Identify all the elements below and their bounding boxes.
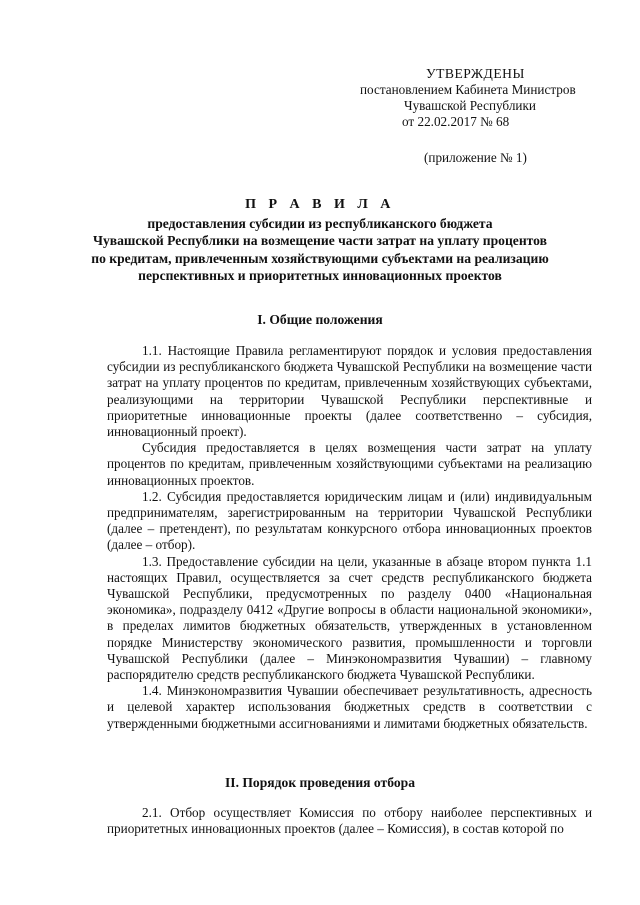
approval-stamp xyxy=(360,66,610,166)
document-title xyxy=(0,196,640,285)
section-2-body xyxy=(107,805,592,837)
approval-line-2: Чувашской Республики xyxy=(404,98,536,113)
document-title-line-3: по кредитам, привлеченным хозяйствующими субъектами на реализацию xyxy=(91,250,549,266)
paragraph-1-4: 1.4. Минэкономразвития Чувашии обеспечивает результативность, адресность и целевой характер использования бюджетных средств в соответствии с утвержденными бюджетными ассигнованиями и лимитами бюджетных обязательств. xyxy=(107,683,592,731)
document-title-line-2: Чувашской Республики на возмещение части затрат на уплату процентов xyxy=(93,233,547,248)
section-1-body xyxy=(107,343,592,732)
approval-title: УТВЕРЖДЕНЫ xyxy=(426,66,525,81)
paragraph-1-1-b: Субсидия предоставляется в целях возмещения части затрат на уплату процентов по кредитам, привлеченным хозяйствующими субъектами на реализацию инновационных проектов. xyxy=(107,440,592,488)
paragraph-1-3: 1.3. Предоставление субсидии на цели, указанные в абзаце втором пункта 1.1 настоящих Правил, осуществляется за счет средств республиканского бюджета Чувашской Республики, предусмотренных по разделу 0400 «Национальная экономика», подразделу 0412 «Другие вопросы в области национальной экономики», в пределах лимитов бюджетных обязательств, утвержденных в установленном порядке Министерству экономического развития, промышленности и торговли Чувашской Республики (далее – Минэкономразвития Чувашии) – главному распорядителю средств республиканского бюджета Чувашской Республики. xyxy=(107,553,592,683)
document-title-line-1: предоставления субсидии из республиканского бюджета xyxy=(147,215,493,231)
document-title-main: П Р А В И Л А xyxy=(245,197,395,212)
section-1-heading: I. Общие положения xyxy=(257,312,383,327)
section-2-heading: II. Порядок проведения отбора xyxy=(224,775,415,790)
approval-line-3: от 22.02.2017 № 68 xyxy=(402,114,510,129)
approval-line-1: постановлением Кабинета Министров xyxy=(360,82,576,97)
paragraph-1-1: 1.1. Настоящие Правила регламентируют порядок и условия предоставления субсидии из республиканского бюджета Чувашской Республики на возмещение части затрат на уплату процентов по кредитам, привлеченным хозяйствующих субъектами, реализующими на территории Чувашской Республики перспективные и приоритетные инновационные проекты (далее соответственно – субсидия, инновационный проект). xyxy=(107,343,592,440)
document-title-line-4: перспективных и приоритетных инновационных проектов xyxy=(138,268,502,283)
approval-appendix: (приложение № 1) xyxy=(424,150,527,165)
paragraph-1-2: 1.2. Субсидия предоставляется юридическим лицам и (или) индивидуальным предпринимателям, зарегистрированным на территории Чувашской Республики (далее – претендент), по результатам конкурсного отбора инновационных проектов (далее – отбор). xyxy=(107,488,592,553)
paragraph-2-1: 2.1. Отбор осуществляет Комиссия по отбору наиболее перспективных и приоритетных инновационных проектов (далее – Комиссия), в состав которой по xyxy=(107,805,592,837)
